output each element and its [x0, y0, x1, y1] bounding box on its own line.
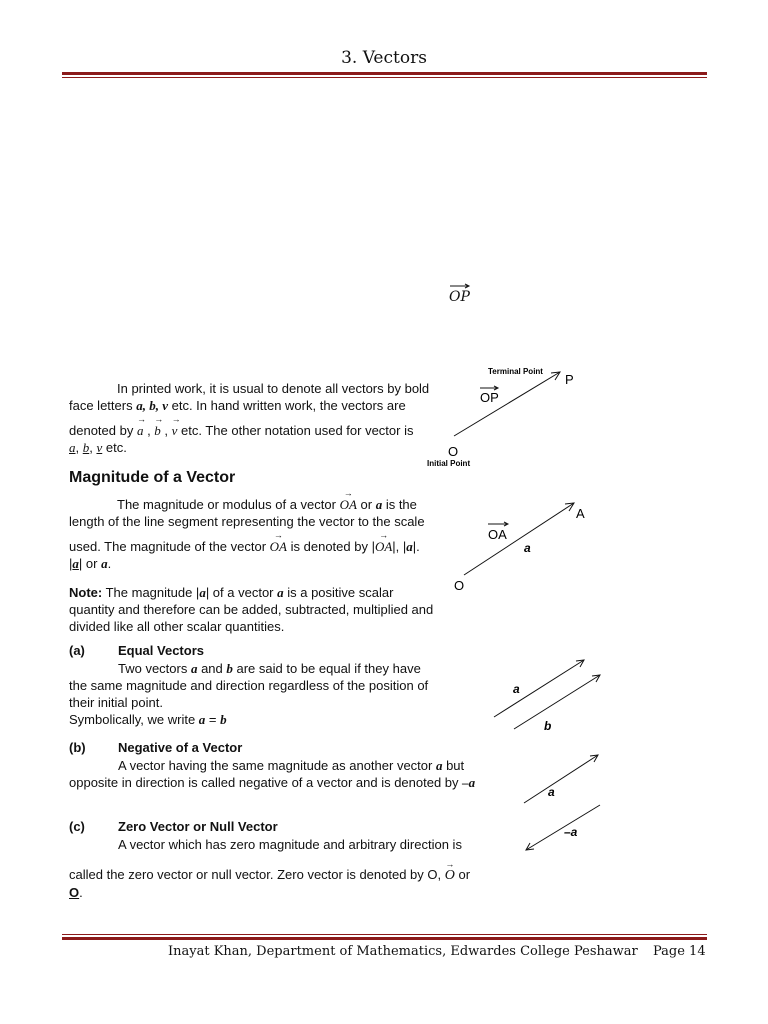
- section-c-letter: (c): [69, 819, 85, 834]
- negative-vector-diagram: [518, 748, 608, 858]
- footer-rule-thin: [62, 934, 707, 935]
- vector-a-line: [524, 755, 598, 803]
- oa-label: OA: [488, 527, 507, 542]
- footer-text: Inayat Khan, Department of Mathematics, Edwardes College Peshawar: [168, 944, 638, 959]
- page-number: Page 14: [653, 944, 706, 959]
- negative-line-2: opposite in direction is called negative of a vector and is denoted by –a: [69, 775, 476, 790]
- zero-vector-paragraph: [69, 836, 511, 901]
- section-c-title: Zero Vector or Null Vector: [118, 819, 278, 834]
- vector-b-label: b: [544, 719, 552, 733]
- op-vector-label: OP: [449, 283, 471, 305]
- point-o-label: O: [454, 578, 465, 593]
- vector-neg-a-label: –a: [564, 825, 578, 839]
- intro-line-1: In printed work, it is usual to denote all vectors by bold: [117, 381, 430, 396]
- note-line-2: quantity and therefore can be added, subtracted, multiplied and: [69, 602, 434, 617]
- op-label: OP: [480, 390, 499, 405]
- equal-line-4: Symbolically, we write a = b: [69, 712, 227, 727]
- intro-line-4: a, b, v etc.: [69, 440, 127, 455]
- section-a-letter: (a): [69, 643, 85, 658]
- vector-oa-diagram: [448, 497, 598, 597]
- initial-point-label: Initial Point: [427, 459, 471, 468]
- negative-vector-paragraph: [69, 757, 511, 791]
- vector-b-line: [514, 675, 600, 729]
- note-paragraph: [69, 584, 441, 635]
- vector-op-line: [454, 372, 560, 436]
- vector-a-label: a: [524, 541, 531, 555]
- intro-paragraph: [69, 380, 435, 456]
- magnitude-paragraph: [69, 496, 441, 572]
- vector-neg-a-line: [526, 805, 600, 850]
- page-title: 3. Vectors: [341, 48, 427, 68]
- intro-line-3: denoted by → a , → b , → v etc. The other notation used for vector is: [69, 422, 435, 439]
- vector-a-label: a: [513, 682, 520, 696]
- vector-oa-line: [464, 503, 574, 575]
- magnitude-line-3: used. The magnitude of the vector → OA is denoted by |→ OA|, |a|.: [69, 538, 441, 555]
- section-a-title: Equal Vectors: [118, 643, 204, 658]
- terminal-point-label: Terminal Point: [488, 367, 543, 376]
- magnitude-line-1: The magnitude or modulus of a vector → OA or a is the: [69, 496, 441, 513]
- magnitude-heading: Magnitude of a Vector: [69, 469, 236, 486]
- equal-line-3: their initial point.: [69, 695, 163, 710]
- header-rule-thin: [62, 77, 707, 78]
- section-b-title: Negative of a Vector: [118, 740, 243, 755]
- vector-a-label: a: [548, 785, 555, 799]
- zero-line-1: A vector which has zero magnitude and arbitrary direction is: [118, 837, 462, 852]
- note-line-1: Note: The magnitude |a| of a vector a is a positive scalar: [69, 585, 394, 600]
- magnitude-line-2: length of the line segment representing the vector to the scale: [69, 514, 425, 529]
- negative-line-1: A vector having the same magnitude as another vector a but: [118, 758, 465, 773]
- section-b-letter: (b): [69, 740, 86, 755]
- magnitude-line-4: |a| or a.: [69, 556, 112, 571]
- point-p-label: P: [565, 372, 574, 387]
- equal-vectors-diagram: [488, 655, 608, 735]
- footer-rule: [62, 937, 707, 940]
- header-rule: [62, 72, 707, 75]
- note-line-3: divided like all other scalar quantities.: [69, 619, 285, 634]
- vector-a-line: [494, 660, 584, 717]
- point-a-label: A: [576, 506, 585, 521]
- point-o-label: O: [448, 444, 459, 459]
- zero-line-3: O.: [69, 885, 83, 900]
- equal-line-1: Two vectors a and b are said to be equal if they have: [118, 661, 421, 676]
- equal-line-2: the same magnitude and direction regardless of the position of: [69, 678, 429, 693]
- intro-line-2: face letters a, b, v etc. In hand written work, the vectors are: [69, 398, 406, 413]
- zero-line-2: called the zero vector or null vector. Zero vector is denoted by O, → O or: [69, 866, 511, 884]
- equal-vectors-paragraph: [69, 660, 453, 728]
- vector-op-diagram: [410, 362, 600, 472]
